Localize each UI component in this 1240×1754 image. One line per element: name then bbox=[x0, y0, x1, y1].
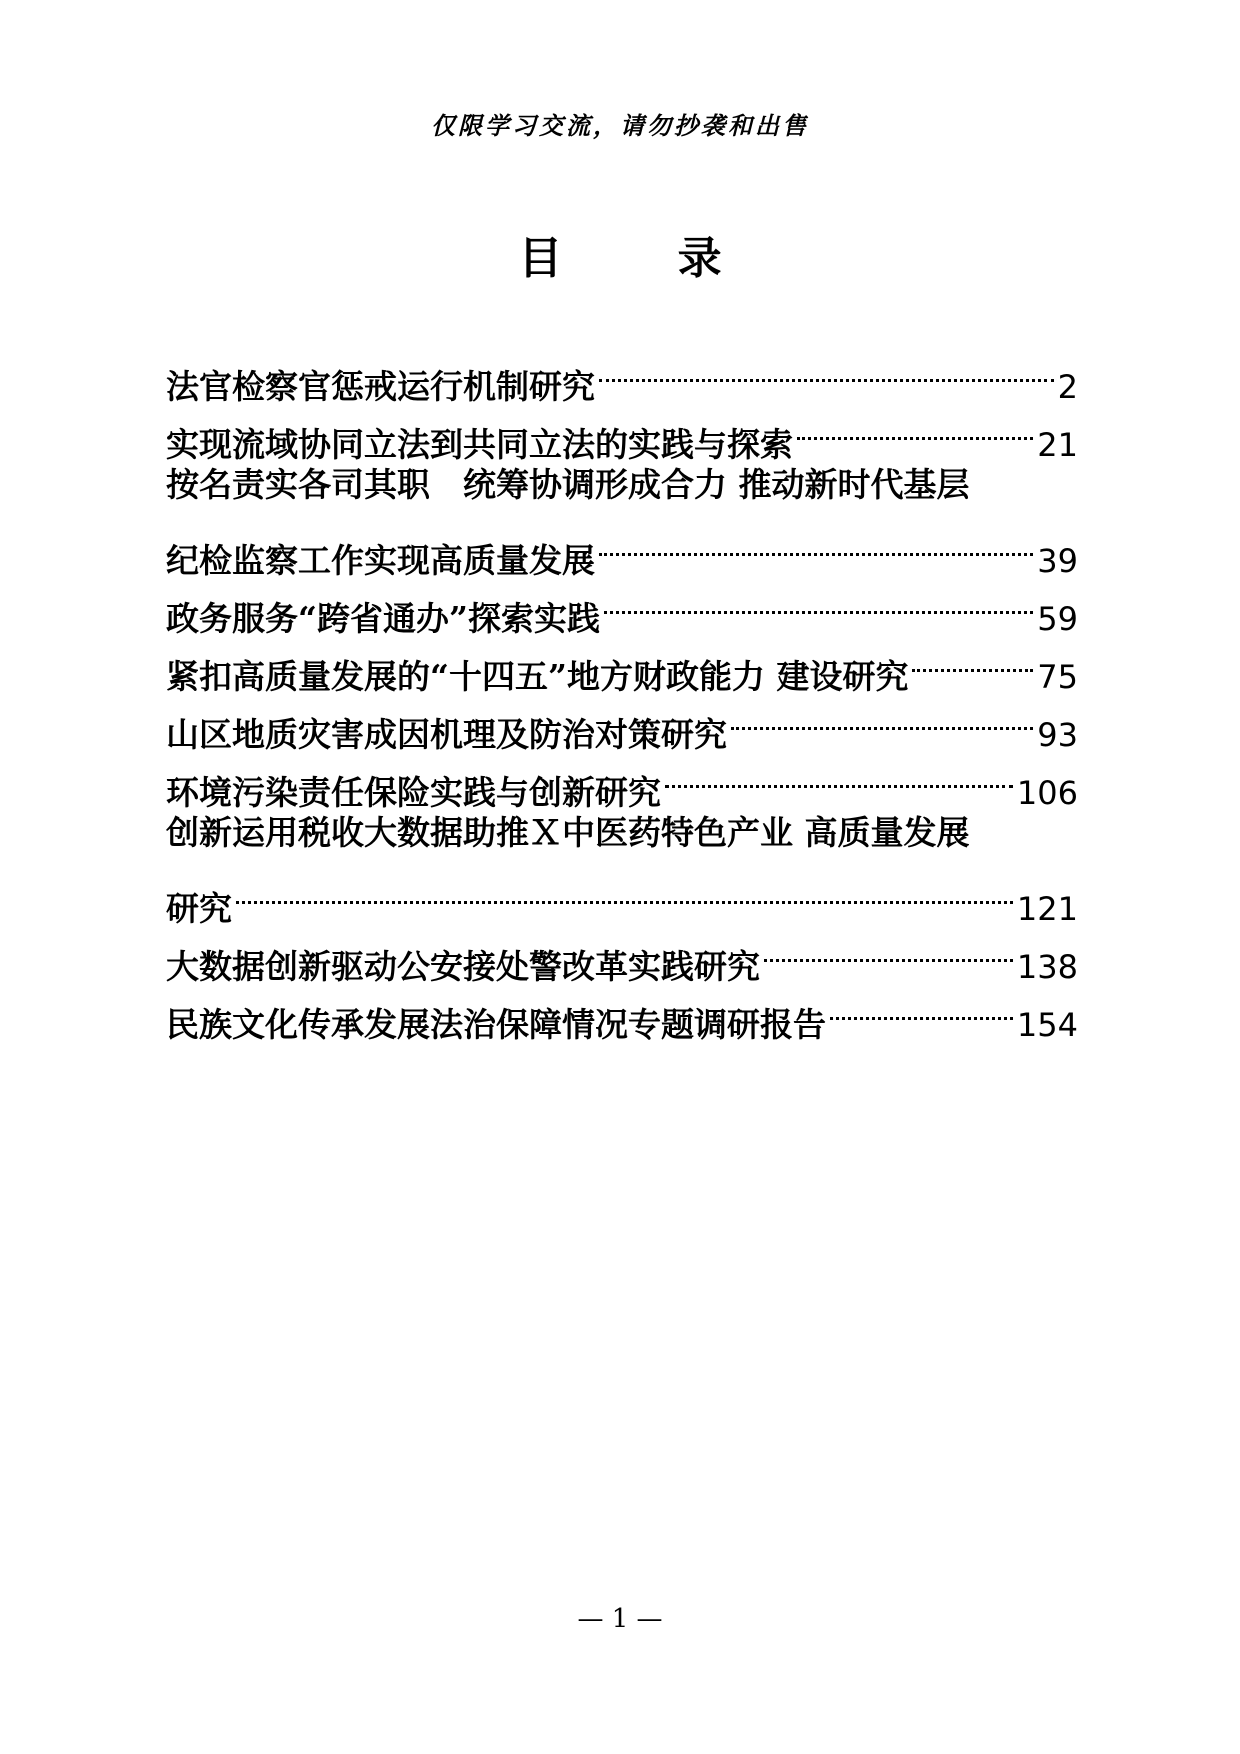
toc-page-number: 39 bbox=[1037, 542, 1078, 580]
toc-dot-leader bbox=[830, 978, 1013, 1036]
toc-entry-title: 创新运用税收大数据助推Ｘ中医药特色产业 高质量发展 bbox=[166, 813, 970, 852]
page-number-footer: — 1 — bbox=[577, 1604, 663, 1634]
toc-entry-line bbox=[166, 920, 1078, 986]
toc-entry[interactable] bbox=[166, 456, 1078, 580]
toc-entry-title: 环境污染责任保险实践与创新研究 bbox=[166, 773, 661, 812]
toc-dot-leader bbox=[599, 340, 1054, 398]
toc-entry-title: 山区地质灾害成因机理及防治对策研究 bbox=[166, 715, 727, 754]
toc-entry[interactable] bbox=[166, 340, 1078, 406]
toc-page-number: 21 bbox=[1037, 426, 1078, 464]
table-of-contents bbox=[166, 340, 1078, 1044]
toc-title: 目 录 bbox=[518, 233, 772, 284]
header-note: 仅限学习交流，请勿抄袭和出售 bbox=[431, 111, 809, 140]
toc-page-number: 154 bbox=[1016, 1006, 1078, 1044]
toc-entry-line bbox=[166, 340, 1078, 406]
toc-entry-title: 大数据创新驱动公安接处警改革实践研究 bbox=[166, 947, 760, 986]
toc-entry-title: 按名责实各司其职 统筹协调形成合力 推动新时代基层 bbox=[166, 465, 970, 504]
toc-entry-title: 紧扣高质量发展的“十四五”地方财政能力 建设研究 bbox=[166, 657, 909, 696]
toc-dot-leader bbox=[604, 572, 1033, 630]
toc-dot-leader bbox=[912, 630, 1033, 688]
toc-page-number: 138 bbox=[1016, 948, 1078, 986]
toc-dot-leader bbox=[599, 514, 1033, 572]
toc-entry-title: 民族文化传承发展法治保障情况专题调研报告 bbox=[166, 1005, 826, 1044]
toc-entry-line bbox=[166, 514, 1078, 580]
toc-entry-title: 实现流域协同立法到共同立法的实践与探索 bbox=[166, 425, 793, 464]
toc-page-number: 59 bbox=[1037, 600, 1078, 638]
toc-dot-leader bbox=[236, 862, 1013, 920]
toc-page-number: 2 bbox=[1057, 368, 1078, 406]
toc-entry-line bbox=[166, 862, 1078, 928]
toc-entry-title: 政务服务“跨省通办”探索实践 bbox=[166, 599, 600, 638]
toc-dot-leader bbox=[665, 746, 1013, 804]
toc-dot-leader bbox=[731, 688, 1033, 746]
toc-entry-line bbox=[166, 456, 1078, 514]
toc-page-number: 75 bbox=[1037, 658, 1078, 696]
toc-entry-title: 研究 bbox=[166, 889, 232, 928]
toc-dot-leader bbox=[797, 398, 1033, 456]
toc-entry-title: 纪检监察工作实现高质量发展 bbox=[166, 541, 595, 580]
toc-dot-leader bbox=[764, 920, 1013, 978]
toc-page-number: 93 bbox=[1037, 716, 1078, 754]
toc-entry-title: 法官检察官惩戒运行机制研究 bbox=[166, 367, 595, 406]
toc-entry[interactable] bbox=[166, 804, 1078, 928]
toc-page-number: 121 bbox=[1016, 890, 1078, 928]
toc-entry-line bbox=[166, 804, 1078, 862]
toc-entry[interactable] bbox=[166, 920, 1078, 986]
toc-page-number: 106 bbox=[1016, 774, 1078, 812]
